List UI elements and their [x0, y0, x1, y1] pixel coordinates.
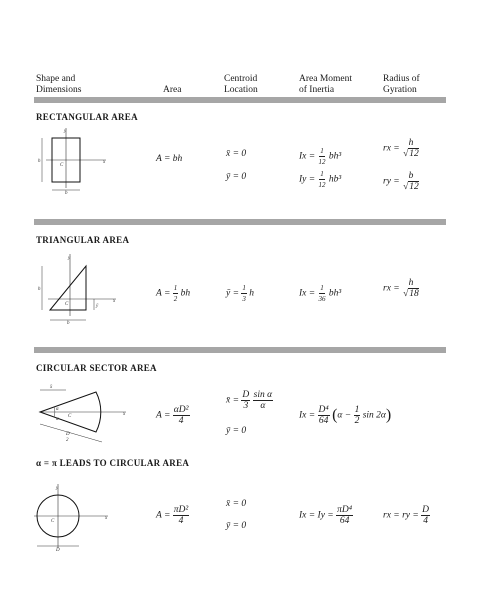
- rect-Iy-rhs: hb³: [328, 174, 342, 185]
- divider-1: [34, 219, 446, 225]
- header-centroid-line1: Centroid: [224, 74, 258, 84]
- section-title-triangular: TRIANGULAR AREA: [36, 235, 130, 245]
- tri-label-b: b: [67, 321, 70, 326]
- sector-xbar-num: D: [242, 390, 250, 400]
- sector-Ix-lhs: Ix =: [299, 410, 316, 421]
- circle-ybar: ȳ = 0: [226, 521, 247, 531]
- rect-ry: [383, 171, 420, 192]
- circle-area-lhs: A =: [156, 510, 171, 521]
- header-radius: [383, 74, 420, 96]
- tri-label-x: x: [113, 299, 116, 304]
- circle-r-den: 4: [423, 516, 428, 526]
- tri-ybar: [226, 283, 254, 304]
- sector-xbar-frac1: [241, 390, 250, 411]
- section-title-sector: CIRCULAR SECTOR AREA: [36, 363, 157, 373]
- tri-area-den: 2: [173, 295, 178, 303]
- tri-area-num: 1: [173, 284, 178, 292]
- sector-xbar-den: 3: [243, 401, 249, 411]
- rect-Ix-frac: [318, 146, 327, 167]
- rect-ry-den: 12: [409, 182, 419, 192]
- circle-area-den: 4: [178, 516, 184, 526]
- rectangle-diagram: [34, 126, 114, 196]
- sector-Ix-half-den: 2: [354, 416, 360, 426]
- sector-Ix-half: [354, 405, 361, 426]
- sector-area: [156, 405, 190, 426]
- circle-area: [156, 505, 189, 526]
- header-moment-line2: of Inertia: [299, 85, 335, 95]
- rect-Ix-rhs: bh³: [328, 151, 342, 162]
- tri-ybar-rhs: h: [249, 288, 255, 299]
- sector-area-num: αD²: [173, 405, 189, 415]
- rect-rx-frac: $\frac{h}{√12}$: [403, 138, 419, 159]
- rect-ry-num: b: [408, 171, 414, 181]
- header-shape: [36, 74, 81, 96]
- rect-label-x: x: [103, 160, 106, 165]
- header-moment-line1: Area Moment: [299, 74, 353, 84]
- sector-Ix-tail: sin 2α: [362, 410, 386, 421]
- rect-label-c: C: [60, 163, 64, 168]
- tri-area-frac: [173, 283, 179, 304]
- tri-area: [156, 283, 190, 304]
- circle-area-num: πD²: [173, 505, 189, 515]
- rect-Ix-den: 12: [318, 158, 326, 166]
- circle-r-frac: [421, 505, 430, 526]
- tri-Ix: [299, 283, 341, 304]
- header-centroid-line2: Location: [224, 85, 258, 95]
- tri-ybar-lhs: ȳ =: [226, 288, 240, 299]
- tri-label-ybar: ȳ: [96, 304, 99, 309]
- circle-r: [383, 505, 430, 526]
- section-title-rectangular: RECTANGULAR AREA: [36, 112, 138, 122]
- header-moment: [299, 74, 352, 96]
- sector-area-lhs: A =: [156, 410, 171, 421]
- sector-xbar: [226, 390, 273, 411]
- rect-ry-frac: $\frac{b}{√12}$: [403, 171, 419, 192]
- sector-Ix-half-num: 1: [354, 405, 360, 415]
- tri-ybar-frac: [241, 283, 247, 304]
- circle-I-lhs: Ix = Iy =: [299, 510, 334, 521]
- rect-label-y: y: [64, 129, 67, 134]
- circle-label-c: C: [51, 519, 55, 524]
- rect-rx-lhs: rx =: [383, 143, 400, 154]
- rect-area: A = bh: [156, 154, 183, 164]
- rect-Iy-frac: [318, 169, 327, 190]
- circle-I-den: 64: [339, 516, 350, 526]
- rect-Ix: [299, 146, 341, 167]
- circle-I-num: πD⁴: [337, 505, 353, 515]
- tri-ybar-den: 3: [242, 295, 246, 303]
- circle-I: [299, 505, 353, 526]
- tri-label-y: y: [68, 256, 71, 261]
- header-shape-line2: Dimensions: [36, 85, 82, 95]
- tri-rx: [383, 278, 420, 299]
- sector-area-den: 4: [178, 416, 184, 426]
- sector-label-2: 2: [66, 438, 69, 443]
- rect-Iy-den: 12: [318, 181, 326, 189]
- header-radius-line1: Radius of: [383, 74, 420, 84]
- sector-label-x: x: [123, 412, 126, 417]
- tri-ybar-num: 1: [242, 284, 246, 292]
- tri-Ix-frac: [318, 283, 327, 304]
- header-shape-line1: Shape and: [36, 74, 76, 84]
- circle-r-lhs: rx = ry =: [383, 510, 419, 521]
- tri-label-c: C: [65, 302, 69, 307]
- sector-xbar-lhs: x̄ =: [226, 395, 240, 406]
- rect-rx-den: 12: [409, 149, 419, 159]
- sector-Ix-num: D⁴: [318, 405, 329, 415]
- rect-Ix-lhs: Ix =: [299, 151, 316, 162]
- sector-Ix-den: 64: [318, 416, 329, 426]
- rect-rx: [383, 138, 420, 159]
- tri-Ix-lhs: Ix =: [299, 288, 316, 299]
- sector-Ix-frac: [318, 405, 330, 426]
- tri-area-lhs: A =: [156, 288, 171, 299]
- rect-rx-num: h: [408, 138, 414, 148]
- header-divider: [34, 97, 446, 103]
- circle-area-frac: [173, 505, 189, 526]
- rect-Iy-lhs: Iy =: [299, 174, 316, 185]
- rect-Iy-num: 1: [320, 170, 324, 178]
- circle-label-y: y: [56, 486, 59, 491]
- sector-label-xbar: x̄: [50, 385, 53, 390]
- sector-label-c: C: [68, 414, 72, 419]
- header-centroid: [224, 74, 258, 96]
- circle-diagram: [34, 482, 114, 554]
- sector-diagram: [34, 380, 130, 444]
- sector-label-alpha2: α: [56, 417, 59, 422]
- divider-2: [34, 347, 446, 353]
- triangle-diagram: [34, 252, 122, 328]
- tri-Ix-num: 1: [320, 284, 324, 292]
- circle-label-D: D: [56, 548, 60, 553]
- circle-xbar: x̄ = 0: [226, 499, 247, 509]
- sector-xbar-frac2: [253, 390, 273, 411]
- rect-ry-lhs: ry =: [383, 176, 400, 187]
- rect-xbar: x̄ = 0: [226, 149, 247, 159]
- sector-Ix-mid: α −: [337, 410, 352, 421]
- sector-area-frac: [173, 405, 190, 426]
- rect-label-b: b: [65, 191, 68, 196]
- sector-Ix: Ix = $\frac{\text{D⁴}}{64}$ (α − $\frac{1}{2}$ sin 2α): [299, 405, 392, 426]
- rect-ybar: ȳ = 0: [226, 172, 247, 182]
- tri-rx-num: h: [408, 278, 414, 288]
- tri-rx-lhs: rx =: [383, 283, 400, 294]
- sector-label-alpha1: α: [56, 407, 59, 412]
- header-area: Area: [163, 85, 182, 95]
- tri-Ix-den: 36: [318, 295, 326, 303]
- circle-label-x: x: [105, 516, 108, 521]
- sector-label-D: D: [66, 432, 70, 437]
- tri-area-rhs: bh: [180, 288, 191, 299]
- tri-label-h: h: [38, 287, 41, 292]
- circle-I-frac: [336, 505, 353, 526]
- sector-ybar: ȳ = 0: [226, 426, 247, 436]
- rect-label-h: h: [38, 159, 41, 164]
- rect-Iy: [299, 169, 341, 190]
- tri-Ix-rhs: bh³: [328, 288, 342, 299]
- section-title-circle: α = π LEADS TO CIRCULAR AREA: [36, 458, 190, 468]
- tri-rx-den: 18: [409, 289, 419, 299]
- sector-xbar-num2: sin α: [253, 390, 273, 400]
- circle-r-num: D: [422, 505, 430, 515]
- tri-rx-frac: $\frac{h}{√18}$: [403, 278, 419, 299]
- sector-xbar-den2: α: [260, 401, 266, 411]
- header-radius-line2: Gyration: [383, 85, 417, 95]
- rect-Ix-num: 1: [320, 147, 324, 155]
